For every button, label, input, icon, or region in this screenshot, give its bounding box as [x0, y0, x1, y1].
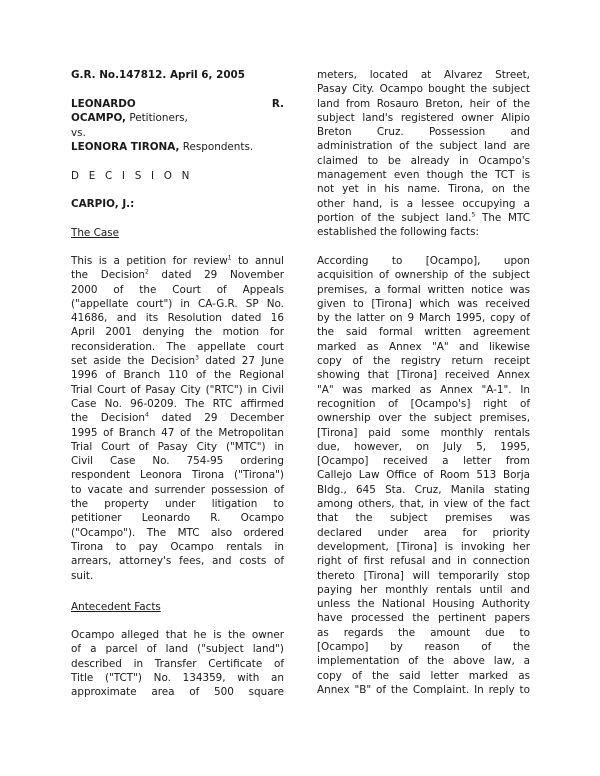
text-line [71, 354, 284, 368]
text-line: Civil Case No. 754-95 ordering [71, 455, 284, 468]
text-line: reconsideration. The appellate court [71, 340, 284, 353]
text-line: thereto [Tirona] will temporarily stop [317, 569, 530, 582]
text-line: that the subject premises was [317, 512, 530, 525]
text-line: development, [Tirona] is invoking her [317, 540, 530, 553]
text-line: According to [Ocampo], upon [317, 255, 530, 267]
respondent-name: LEONORA TIRONA, [71, 140, 180, 153]
text-line: Pasay City. Ocampo bought the subject [317, 83, 530, 96]
text-line: ownership over the subject premises, [317, 412, 530, 425]
right-paragraph-1 [317, 68, 530, 240]
text-line: claimed to be already in Ocampo's [317, 154, 530, 167]
text-line: implementation of the above law, a [317, 655, 530, 668]
text-line: showing that [Tirona] received Annex [317, 369, 530, 382]
text-line: approximate area of 500 square [71, 686, 284, 699]
text-line: recognition of [Ocampo's] right of [317, 397, 530, 410]
text-span: the Decision [71, 412, 145, 425]
section-heading-antecedent-facts: Antecedent Facts [71, 601, 161, 613]
text-line: 41686, and its Resolution dated 16 [71, 312, 284, 325]
text-line: copy of the registry return receipt [317, 355, 530, 368]
text-span: to annul [231, 255, 284, 267]
text-line: of a parcel of land ("subject land") [71, 643, 284, 656]
footnote-ref[interactable]: 4 [144, 411, 149, 419]
versus: vs. [71, 126, 86, 139]
text-line: copy of the said letter marked as [317, 669, 530, 682]
section-heading-the-case: The Case [71, 227, 120, 239]
text-line: Trial Court of Pasay City ("RTC") in Civil [71, 383, 284, 396]
text-line [71, 411, 284, 425]
text-line: right of first refusal and in connection [317, 555, 530, 568]
text-line: Tirona to pay Ocampo rentals in [71, 540, 284, 553]
text-line: Case No. 96-0209. The RTC affirmed [71, 397, 284, 410]
petitioner-first-name: LEONARDO [71, 98, 136, 110]
text-line: "A" was marked as Annex "A-1". In [317, 383, 530, 396]
ponente: CARPIO, J.: [71, 198, 135, 210]
text-line: 1996 of Branch 110 of the Regional [71, 369, 284, 382]
text-line: ("Ocampo"). The MTC also ordered [71, 526, 284, 539]
text-line: as regards the amount due to [317, 626, 530, 639]
text-line: respondent Leonora Tirona ("Tirona") [71, 469, 284, 482]
text-span: set aside the Decision [71, 355, 196, 368]
text-line: by the latter on 9 March 1995, copy of [317, 312, 530, 325]
text-line: petitioner Leonardo R. Ocampo [71, 512, 284, 525]
text-line: 1995 of Branch 47 of the Metropolitan [71, 426, 284, 439]
text-line: given to [Tirona] which was received [317, 297, 530, 310]
footnote-ref[interactable]: 5 [471, 211, 476, 219]
text-line: not yet in his name. Tirona, on the [317, 183, 530, 196]
petitioner-line-1 [71, 97, 284, 111]
parties-block [71, 97, 284, 154]
text-line: suit. [71, 569, 94, 582]
text-line: marked as Annex "A" and likewise [317, 340, 530, 353]
text-line: have processed the pertinent papers [317, 612, 530, 625]
petitioner-line-2 [71, 111, 284, 125]
text-line [317, 211, 530, 225]
text-line: described in Transfer Certificate of [71, 657, 284, 670]
text-line: [Ocampo] by reason of the [317, 641, 530, 654]
footnote-ref[interactable]: 1 [227, 254, 232, 262]
text-line: meters, located at Alvarez Street, [317, 69, 530, 81]
text-span: The MTC [475, 211, 530, 224]
text-line: April 2001 denying the motion for [71, 326, 284, 339]
case-number: G.R. No.147812. April 6, 2005 [71, 69, 246, 81]
text-line: established the following facts: [317, 226, 480, 239]
text-line [71, 268, 284, 282]
text-line: administration of the subject land are [317, 140, 530, 153]
footnote-ref[interactable]: 3 [195, 354, 199, 362]
right-paragraph-2 [317, 254, 530, 697]
respondent-line [71, 140, 284, 154]
text-span: dated 29 December [148, 412, 284, 425]
petitioner-surname: OCAMPO, [71, 112, 127, 125]
text-line: management even though the TCT is [317, 169, 530, 182]
text-line [71, 254, 284, 268]
text-line: Bldg., 645 Sta. Cruz, Manila stating [317, 483, 530, 496]
text-line: the property under litigation to [71, 498, 284, 511]
text-line: the said formal written agreement [317, 326, 530, 339]
text-line: Callejo Law Office of Room 513 Borja [317, 469, 530, 482]
text-line: land from Rosauro Breton, heir of the [317, 97, 530, 110]
text-line: [Tirona] paid some monthly rentals [317, 426, 530, 439]
text-line: arrears, attorney's fees, and costs of [71, 555, 284, 568]
text-span: dated 27 June [198, 355, 284, 368]
respondent-role: Respondents. [179, 140, 254, 153]
text-span: This is a petition for review [71, 255, 228, 267]
text-line: to vacate and surrender possession of [71, 483, 284, 496]
text-line: ("appellate court") in CA-G.R. SP No. [71, 297, 284, 310]
text-line: paying her monthly rentals until and [317, 583, 530, 596]
text-line: other hand, is a lessee occupying a [317, 197, 530, 210]
footnote-ref[interactable]: 2 [144, 268, 149, 276]
text-line: Breton Cruz. Possession and [317, 126, 530, 139]
decision-heading: D E C I S I O N [71, 170, 193, 182]
text-line: Annex "B" of the Complaint. In reply to [317, 683, 530, 696]
text-span: dated 29 November [148, 269, 284, 282]
antecedent-paragraph [71, 628, 284, 699]
text-span: the Decision [71, 269, 145, 282]
text-line: unless the National Housing Authority [317, 598, 530, 611]
text-line: Trial Court of Pasay City ("MTC") in [71, 440, 284, 453]
text-line: premises, a formal written notice was [317, 283, 530, 296]
text-line: acquisition of ownership of the subject [317, 269, 530, 282]
text-line: Title ("TCT") No. 134359, with an [71, 671, 284, 684]
text-span: portion of the subject land. [317, 211, 472, 224]
petitioner-initial: R. [271, 98, 284, 110]
text-line: declared under area for priority [317, 526, 530, 539]
petitioner-role: Petitioners, [126, 112, 188, 125]
text-line: [Ocampo] received a letter from [317, 455, 530, 468]
text-line: 2000 of the Court of Appeals [71, 283, 284, 296]
text-line: due, however, on July 5, 1995, [317, 440, 530, 453]
the-case-paragraph [71, 254, 284, 583]
text-line: Ocampo alleged that he is the owner [71, 629, 284, 641]
text-line: among others, that, in view of the fact [317, 498, 530, 511]
text-line: subject land's registered owner Alipio [317, 111, 530, 124]
